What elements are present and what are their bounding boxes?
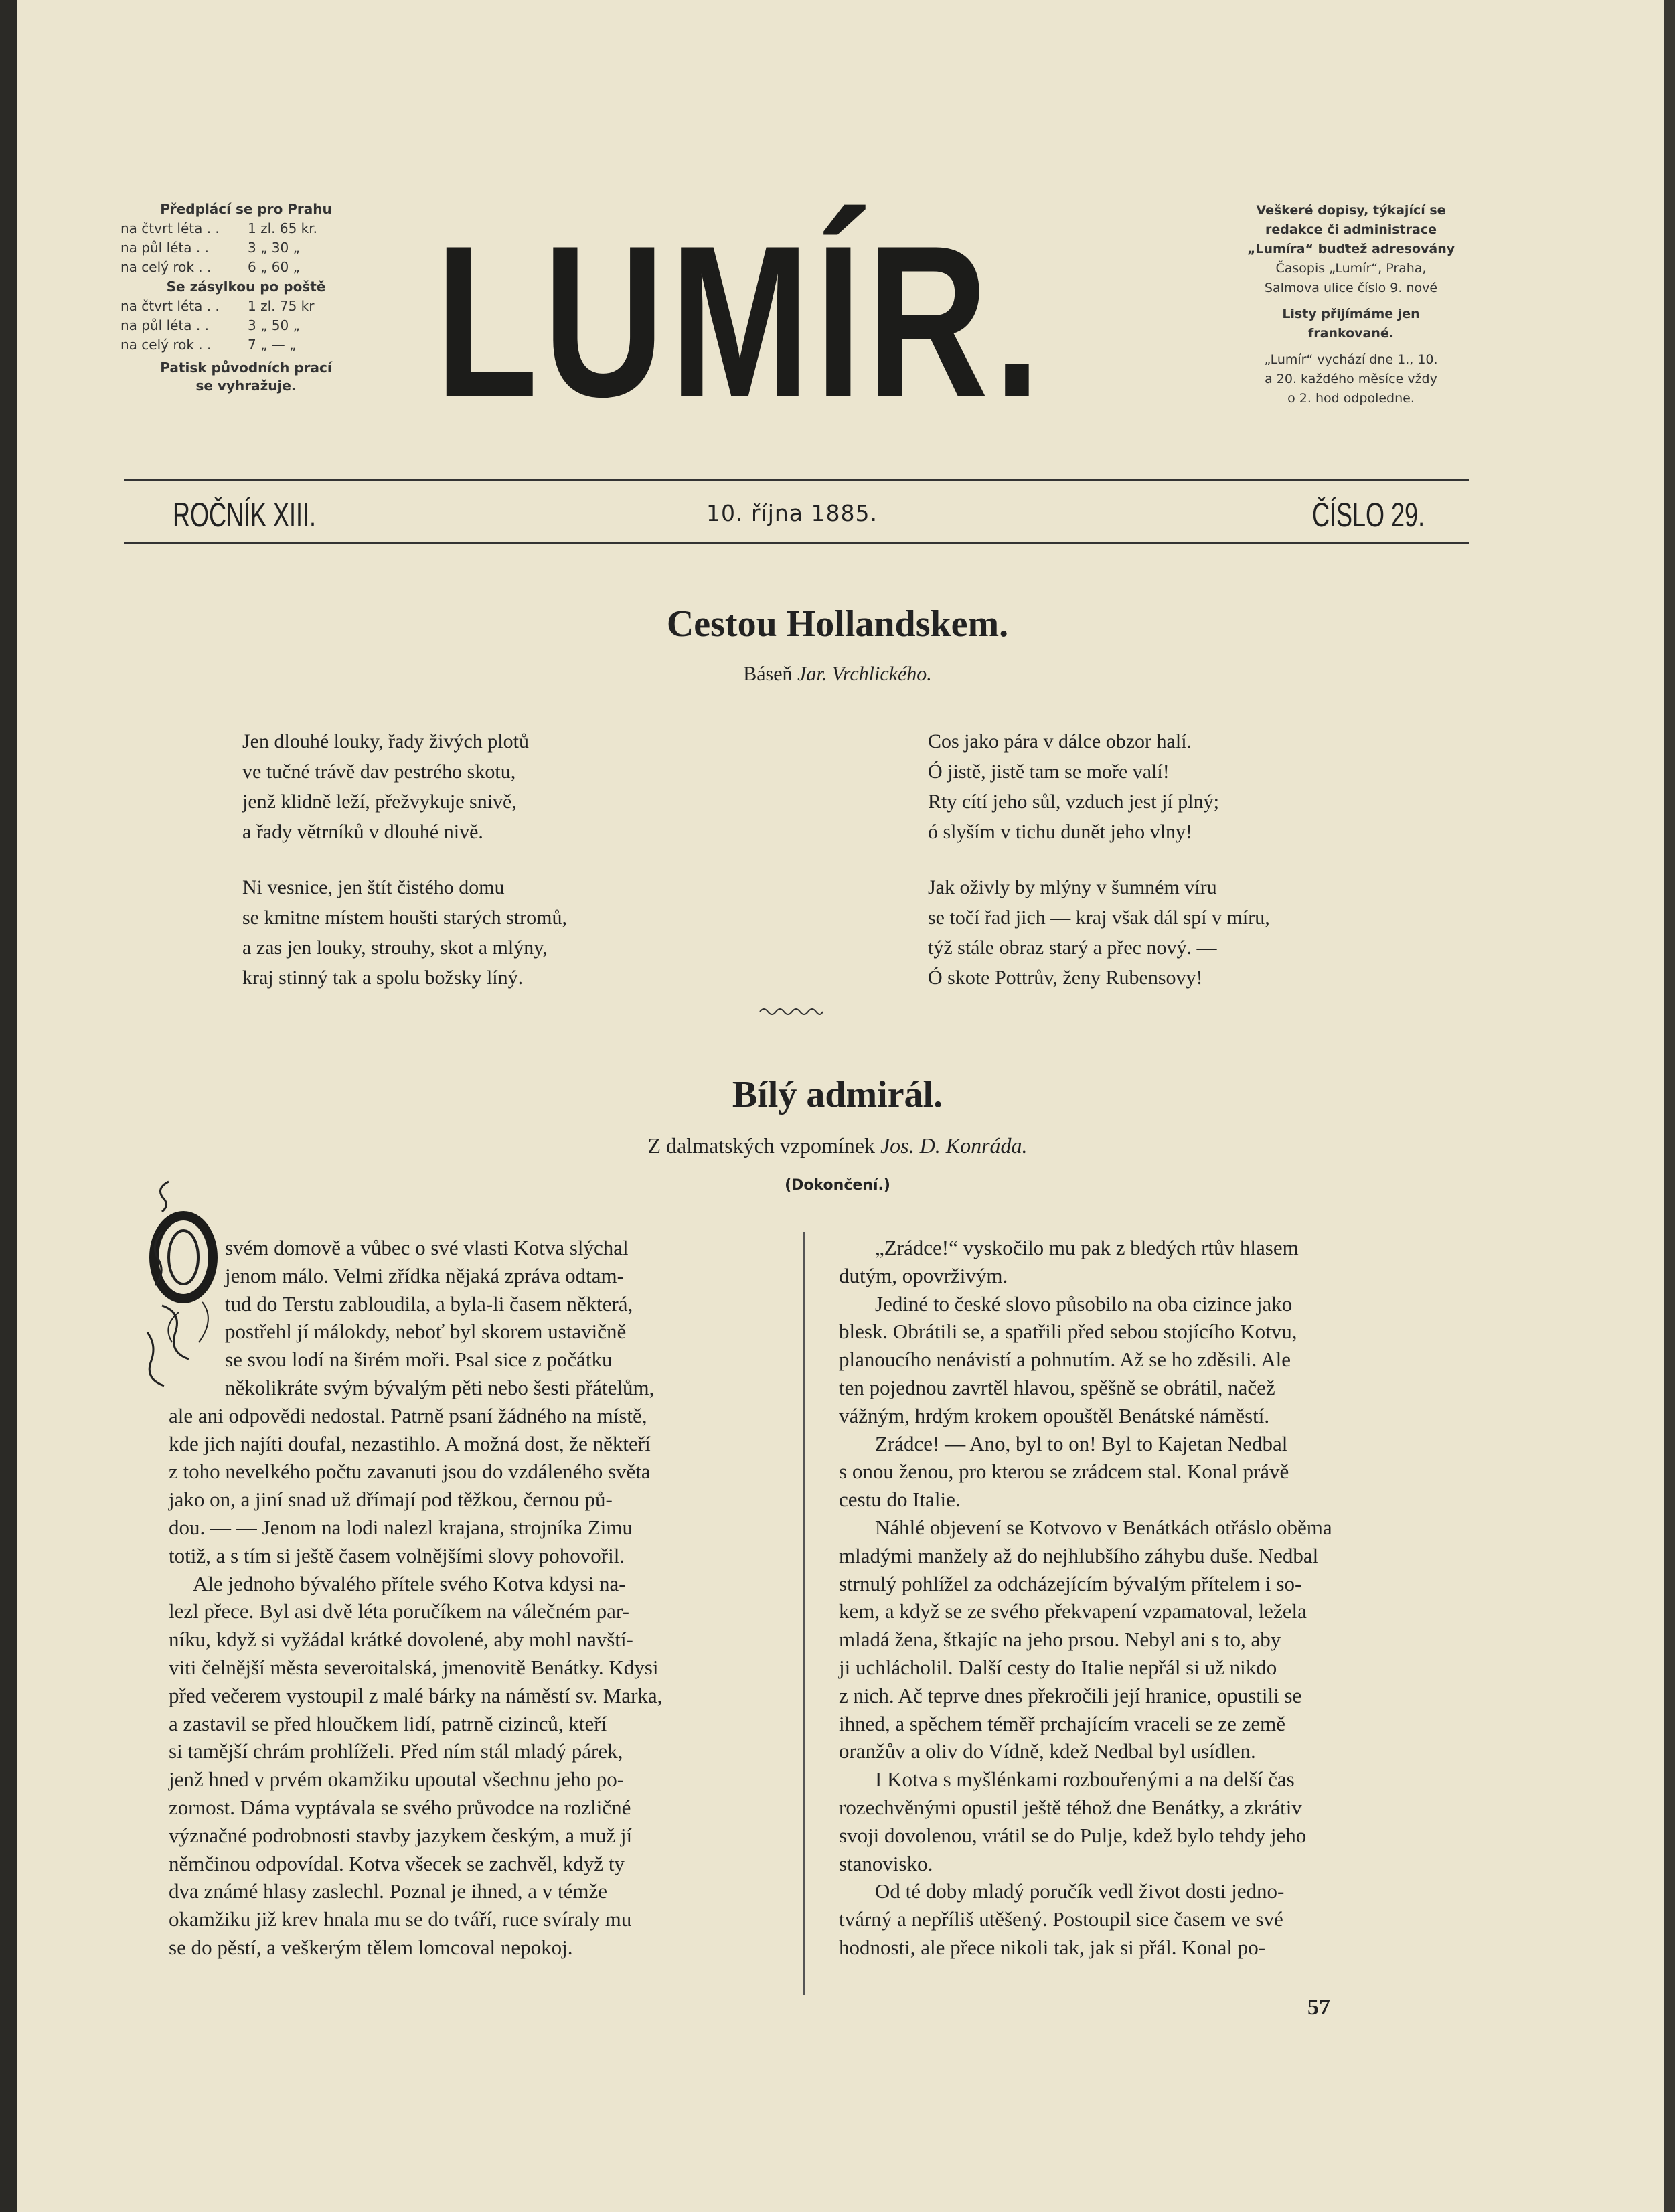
issue-number: ČÍSLO 29. xyxy=(1312,496,1425,534)
story-line: mladými manžely až do nejhlubšího záhybu duše. Nedbal xyxy=(839,1543,1319,1567)
story-line: ihned, a spěchem téměř prchajícím vraceli se ze země xyxy=(839,1711,1286,1735)
poem-subtitle xyxy=(0,663,1675,686)
subscription-row-label: na celý rok . . xyxy=(121,337,212,353)
subscription-row-value: 7 „ — „ xyxy=(248,337,297,353)
story-line: lezl přece. Byl asi dvě léta poručíkem na válečném par- xyxy=(169,1599,629,1624)
reprint-notice-1: Patisk původních prací xyxy=(160,360,332,376)
reprint-notice-2: se vyhražuje. xyxy=(195,378,297,394)
poem-line: Rty cítí jeho sůl, vzduch jest jí plný; xyxy=(928,791,1219,813)
story-line: dva známé hlasy zaslechl. Poznal je ihned, a v témže xyxy=(169,1879,608,1903)
story-line: kem, a když se ze svého překvapení vzpamatoval, ležela xyxy=(839,1599,1307,1624)
contact-line: Listy přijímáme jen xyxy=(1282,307,1420,321)
story-line: kde jich najíti doufal, nezastihlo. A možná dost, že někteří xyxy=(169,1431,651,1455)
story-line: jenom málo. Velmi zřídka nějaká zpráva odtam- xyxy=(225,1263,624,1287)
contact-line: Veškeré dopisy, týkající se xyxy=(1256,203,1446,218)
subscription-heading: Předplácí se pro Prahu xyxy=(160,201,332,217)
story-subtitle-prefix: Z dalmatských vzpomínek xyxy=(647,1133,875,1158)
story-line: Od té doby mladý poručík vedl život dosti jedno- xyxy=(875,1879,1285,1903)
story-line: hodnosti, ale přece nikoli tak, jak si přál. Konal po- xyxy=(839,1936,1266,1959)
story-line: totiž, a s tím si ještě časem volnějšími slovy pohovořil. xyxy=(169,1543,625,1567)
story-line: strnulý pohlížel za odcházejícím bývalým přítelem i so- xyxy=(839,1571,1302,1595)
story-line: jenž hned v prvém okamžiku upoutal všechnu jeho po- xyxy=(169,1767,625,1792)
story-line: viti čelnější města severoitalská, jmenovitě Benátky. Kdysi xyxy=(169,1656,659,1679)
story-line: stanovisko. xyxy=(839,1851,933,1875)
contact-line: frankované. xyxy=(1308,326,1394,341)
poem-stanza-1 xyxy=(242,726,711,847)
subscription-info xyxy=(117,200,375,395)
poem-line: kraj stinný tak a spolu božsky líný. xyxy=(242,967,524,989)
subscription-row xyxy=(117,297,375,316)
poem-line: týž stále obraz starý a přec nový. — xyxy=(928,937,1217,959)
story-line: „Zrádce!“ vyskočilo mu pak z bledých rtův hlasem xyxy=(875,1236,1299,1259)
subscription-row xyxy=(117,258,375,277)
story-line: význačné podrobnosti stavby jazykem českým, a muž jí xyxy=(169,1823,633,1847)
subscription-row-label: na půl léta . . xyxy=(121,317,209,333)
header-rule-bottom xyxy=(124,542,1469,544)
poem-subtitle-prefix: Báseň xyxy=(743,663,793,685)
story-line: z nich. Ač teprve dnes překročili její hranice, opustili se xyxy=(839,1683,1302,1707)
story-line: rozechvěnými opustil ještě téhož dne Benátky, a zkrátiv xyxy=(839,1796,1302,1819)
subscription-row-value: 3 „ 30 „ xyxy=(248,240,300,256)
story-line: několikráte svým bývalým pěti nebo šesti přátelům, xyxy=(225,1376,655,1399)
page-number: 57 xyxy=(1307,1995,1330,2020)
story-line: Jediné to české slovo působilo na oba cizince jako xyxy=(875,1291,1293,1316)
poem-line: se točí řad jich — kraj však dál spí v míru, xyxy=(928,906,1270,929)
subscription-row xyxy=(117,219,375,238)
subscription-row-label: na čtvrt léta . . xyxy=(121,220,220,236)
poem-stanza-3 xyxy=(928,726,1397,847)
contact-line: o 2. hod odpoledne. xyxy=(1287,391,1415,406)
issue-date: 10. října 1885. xyxy=(706,500,878,526)
story-line: dutým, opovrživým. xyxy=(839,1263,1008,1287)
story-line: před večerem vystoupil z malé bárky na náměstí sv. Marka, xyxy=(169,1683,663,1707)
story-line: cestu do Italie. xyxy=(839,1488,961,1512)
story-line: tvárný a nepříliš utěšený. Postoupil sice časem ve své xyxy=(839,1907,1283,1931)
poem-line: Jak oživly by mlýny v šumném víru xyxy=(928,876,1217,898)
story-line: jako on, a jiní snad už dřímají pod těžkou, černou pů- xyxy=(169,1488,613,1512)
masthead-title: LUMÍR. xyxy=(435,202,1046,442)
story-line: z toho nevelkého počtu zavanuti jsou do vzdáleného světa xyxy=(169,1459,651,1484)
header-rule-top xyxy=(124,479,1469,481)
issue-volume: ROČNÍK XIII. xyxy=(173,496,317,534)
story-line: ale ani odpovědi nedostal. Patrně psaní žádného na místě, xyxy=(169,1403,647,1427)
story-line: vážným, hrdým krokem opouštěl Benátské náměstí. xyxy=(839,1403,1270,1427)
poem-line: Ni vesnice, jen štít čistého domu xyxy=(242,876,505,898)
poem-line: a zas jen louky, strouhy, skot a mlýny, xyxy=(242,937,548,959)
contact-line: Salmova ulice číslo 9. nové xyxy=(1264,281,1438,295)
subscription-row-label: na půl léta . . xyxy=(121,240,209,256)
contact-line: „Lumír“ vychází dne 1., 10. xyxy=(1264,352,1438,367)
story-line: mladá žena, štkajíc na jeho prsou. Nebyl ani s to, aby xyxy=(839,1628,1281,1652)
subscription-row xyxy=(117,335,375,355)
wave-ornament-icon xyxy=(759,1006,823,1016)
story-line: němčinou odpovídal. Kotva všecek se zachvěl, když ty xyxy=(169,1851,625,1875)
story-line: ten pojednou zavrtěl hlavou, spěšně se obrátil, načež xyxy=(839,1376,1275,1399)
ornate-initial-o-icon xyxy=(142,1178,226,1393)
subscription-row-value: 1 zl. 75 kr xyxy=(248,298,315,314)
story-line: níku, když si vyžádal krátké dovolené, aby mohl navští- xyxy=(169,1628,633,1652)
poem-line: ve tučné trávě dav pestrého skotu, xyxy=(242,761,516,783)
story-line: Náhlé objevení se Kotvovo v Benátkách otřáslo oběma xyxy=(875,1516,1332,1539)
post-heading: Se zásylkou po poště xyxy=(166,279,326,295)
poem-line: Ó skote Pottrův, ženy Rubensovy! xyxy=(928,967,1203,989)
poem-line: Cos jako pára v dálce obzor halí. xyxy=(928,730,1192,753)
subscription-row xyxy=(117,316,375,335)
story-line: a zastavil se před hloučkem lidí, patrně cizinců, kteří xyxy=(169,1711,607,1735)
poem-author: Jar. Vrchlického. xyxy=(797,663,932,685)
story-note: (Dokončení.) xyxy=(785,1177,890,1194)
story-line: si tamější chrám prohlíželi. Před ním stál mladý párek, xyxy=(169,1739,623,1763)
contact-line: Časopis „Lumír“, Praha, xyxy=(1275,261,1427,276)
story-subtitle xyxy=(0,1133,1675,1158)
story-title: Bílý admirál. xyxy=(732,1074,943,1115)
story-line: dou. — — Jenom na lodi nalezl krajana, strojníka Zimu xyxy=(169,1516,633,1539)
contact-info xyxy=(1224,201,1478,408)
subscription-row-value: 6 „ 60 „ xyxy=(248,259,300,275)
poem-line: Jen dlouhé louky, řady živých plotů xyxy=(242,730,529,753)
subscription-row-value: 1 zl. 65 kr. xyxy=(248,220,317,236)
contact-line: redakce či administrace xyxy=(1265,222,1437,237)
story-line: Ale jednoho bývalého přítele svého Kotva kdysi na- xyxy=(193,1571,626,1595)
poem-stanza-4 xyxy=(928,872,1397,993)
story-line: ji uchlácholil. Další cesty do Italie nepřál si už nikdo xyxy=(839,1656,1277,1679)
story-line: oranžův a oliv do Vídně, kdež Nedbal byl usídlen. xyxy=(839,1739,1256,1763)
story-line: s onou ženou, pro kterou se zrádcem stal. Konal právě xyxy=(839,1459,1289,1484)
story-line: planoucího nenávistí a pohnutím. Až se ho zděsili. Ale xyxy=(839,1348,1291,1372)
subscription-row-value: 3 „ 50 „ xyxy=(248,317,300,333)
story-line: svoji dovolenou, vrátil se do Pulje, kdež bylo tehdy jeho xyxy=(839,1823,1307,1847)
poem-line: se kmitne místem houšti starých stromů, xyxy=(242,906,567,929)
story-line: zornost. Dáma vyptávala se svého průvodce na rozličné xyxy=(169,1796,631,1819)
poem-line: Ó jistě, jistě tam se moře valí! xyxy=(928,761,1170,783)
subscription-row xyxy=(117,238,375,258)
poem-line: ó slyším v tichu dunět jeho vlny! xyxy=(928,821,1192,843)
story-line: tud do Terstu zabloudila, a byla-li časem některá, xyxy=(225,1291,633,1316)
story-line: postřehl jí málokdy, neboť byl skorem ustavičně xyxy=(225,1320,627,1344)
story-line: se do pěstí, a veškerým tělem lomcoval nepokoj. xyxy=(169,1936,573,1959)
subscription-row-label: na celý rok . . xyxy=(121,259,212,275)
story-line: okamžiku již krev hnala mu se do tváří, ruce svíraly mu xyxy=(169,1907,632,1931)
subscription-row-label: na čtvrt léta . . xyxy=(121,298,220,314)
poem-stanza-2 xyxy=(242,872,711,993)
story-line: se svou lodí na širém moři. Psal sice z počátku xyxy=(225,1348,613,1372)
contact-line: a 20. každého měsíce vždy xyxy=(1265,372,1437,386)
poem-title: Cestou Hollandskem. xyxy=(666,603,1009,645)
poem-line: a řady větrníků v dlouhé nivě. xyxy=(242,821,483,843)
story-line: blesk. Obrátili se, a spatřili před sebou stojícího Kotvu, xyxy=(839,1320,1297,1344)
story-line: Zrádce! — Ano, byl to on! Byl to Kajetan Nedbal xyxy=(875,1431,1288,1455)
story-line: I Kotva s myšlénkami rozbouřenými a na delší čas xyxy=(875,1767,1295,1792)
column-divider xyxy=(803,1232,805,1995)
story-author: Jos. D. Konráda. xyxy=(880,1133,1028,1158)
contact-line: „Lumíra“ buďtež adresovány xyxy=(1247,242,1455,256)
story-line: svém domově a vůbec o své vlasti Kotva slýchal xyxy=(225,1236,629,1259)
poem-line: jenž klidně leží, přežvykuje snivě, xyxy=(242,791,517,813)
